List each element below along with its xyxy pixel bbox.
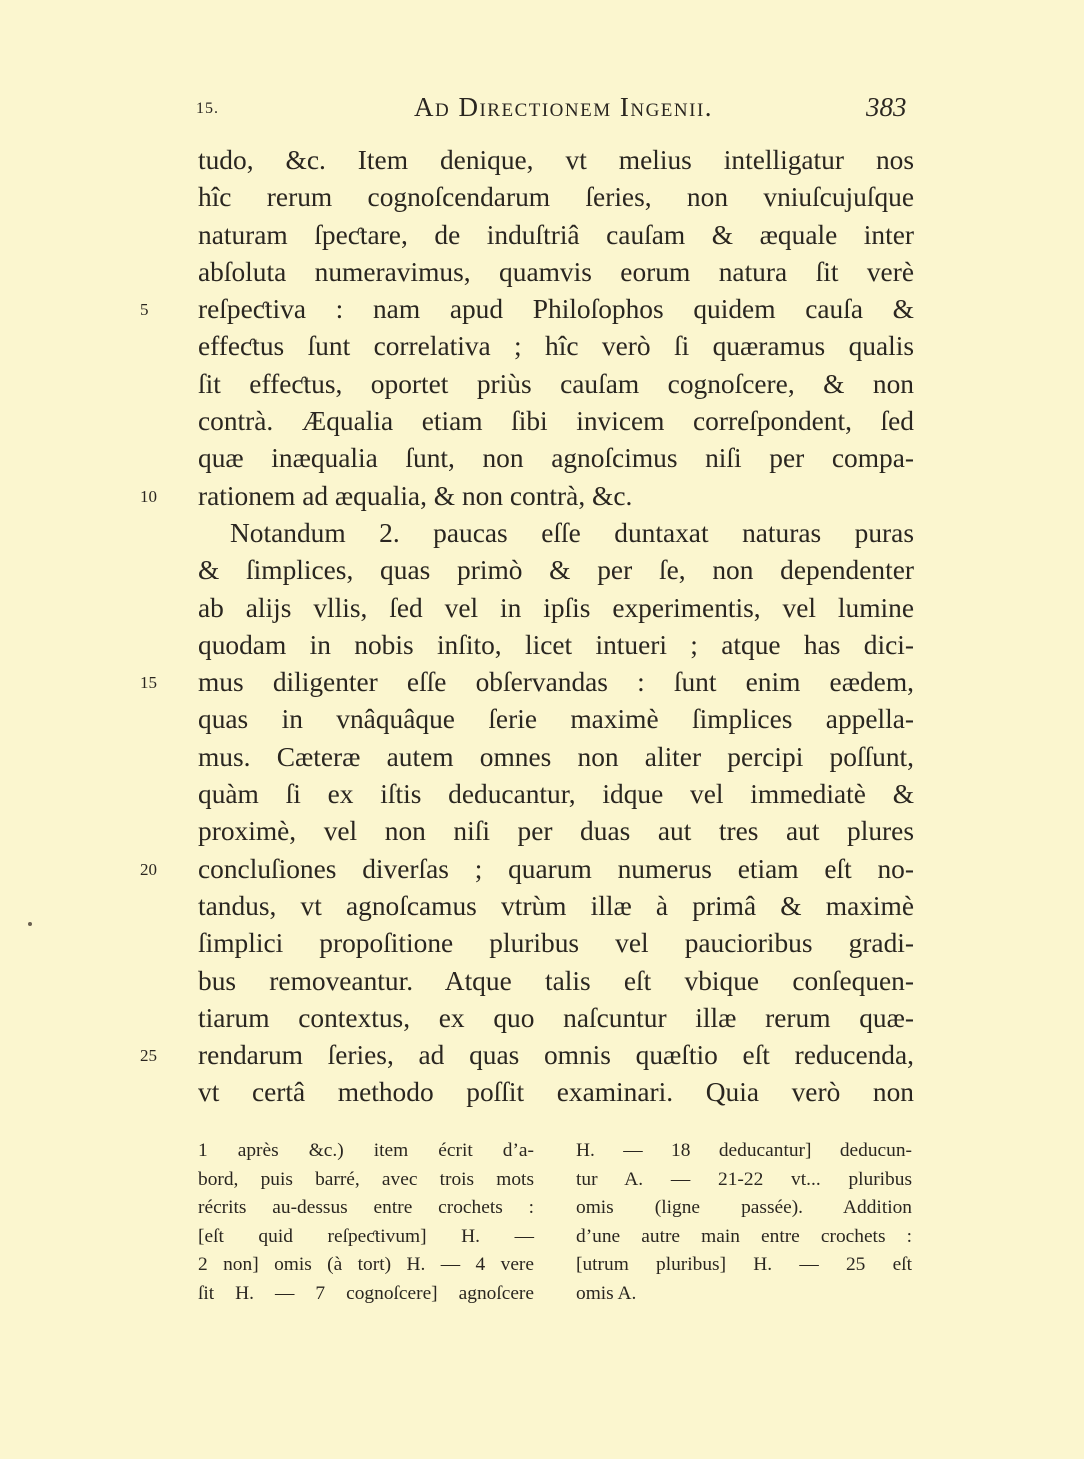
text-line: rationem ad æqualia, & non contrà, &c.: [198, 480, 633, 511]
text-line: quodam in nobis inſito, licet intueri ; atque has dici-: [198, 629, 914, 660]
page-marker: 15.: [196, 100, 219, 117]
text-line: mus diligenter eſſe obſervandas : ſunt enim eædem,: [198, 667, 914, 698]
text-line: Notandum 2. paucas eſſe duntaxat naturas puras: [230, 517, 914, 548]
footnotes-right-column: [576, 1137, 912, 1309]
running-title: Ad Directionem Ingenii.: [414, 92, 714, 122]
line-number: 10: [140, 486, 157, 506]
footnote-line: récrits au-dessus entre crochets :: [198, 1197, 534, 1219]
text-line: hîc rerum cognoſcendarum ſeries, non vniuſcujuſque: [198, 182, 914, 213]
text-line: mus. Cæteræ autem omnes non aliter percipi poſſunt,: [198, 741, 914, 772]
text-line: concluſiones diverſas ; quarum numerus etiam eſt no-: [198, 853, 914, 884]
footnote-line: [utrum pluribus] H. — 25 eſt: [576, 1254, 912, 1276]
footnote-line: omis A.: [576, 1282, 637, 1304]
text-line: reſpeƈtiva : nam apud Philoſophos quidem cauſa &: [198, 294, 914, 325]
text-line: tandus, vt agnoſcamus vtrùm illæ à primâ & maximè: [198, 890, 914, 921]
line-number: 20: [140, 859, 157, 879]
text-line: vt certâ methodo poſſit examinari. Quia verò non: [198, 1077, 914, 1108]
text-line: contrà. Æqualia etiam ſibi invicem correſpondent, ſed: [198, 406, 914, 437]
text-line: proximè, vel non niſi per duas aut tres aut plures: [198, 816, 914, 847]
text-line: quas in vnâquâque ſerie maximè ſimplices appella-: [198, 704, 914, 735]
text-line: tiarum contextus, ex quo naſcuntur illæ rerum quæ-: [198, 1002, 914, 1033]
footnote-line: omis (ligne passée). Addition: [576, 1197, 912, 1219]
line-number: 15: [140, 673, 157, 693]
text-line: quàm ſi ex iſtis deducantur, idque vel immediatè &: [198, 779, 914, 810]
page-number: 383: [866, 92, 907, 122]
footnote-line: 1 après &c.) item écrit d’a-: [198, 1140, 534, 1161]
footnote-line: 2 non] omis (à tort) H. — 4 vere: [198, 1254, 534, 1276]
line-number: 5: [140, 300, 149, 320]
text-line: ſimplici propoſitione pluribus vel paucioribus gradi-: [198, 928, 914, 959]
text-line: abſoluta numeravimus, quamvis eorum natura ſit verè: [198, 256, 914, 287]
footnote-line: tur A. — 21-22 vt... pluribus: [576, 1168, 912, 1190]
text-line: naturam ſpeƈtare, de induſtriâ cauſam & æquale inter: [198, 219, 914, 250]
footnote-line: [eſt quid reſpeƈtivum] H. —: [198, 1225, 534, 1247]
running-header: [0, 92, 1084, 132]
line-number: 25: [140, 1046, 157, 1066]
text-line: rendarum ſeries, ad quas omnis quæſtio eſt reducenda,: [198, 1040, 914, 1071]
text-line: effeƈtus ſunt correlativa ; hîc verò ſi quæramus qualis: [198, 331, 914, 362]
footnote-line: bord, puis barré, avec trois mots: [198, 1168, 534, 1190]
footnotes-left-column: [198, 1137, 534, 1309]
text-line: ſit effeƈtus, oportet priùs cauſam cognoſcere, & non: [198, 368, 914, 399]
text-line: quæ inæqualia ſunt, non agnoſcimus niſi per compa-: [198, 443, 914, 474]
footnote-line: ſit H. — 7 cognoſcere] agnoſcere: [198, 1282, 534, 1304]
text-line: tudo, &c. Item denique, vt melius intelligatur nos: [198, 145, 914, 175]
footnote-line: H. — 18 deducantur] deducun-: [576, 1140, 912, 1161]
main-text: [140, 142, 914, 1112]
footnote-line: d’une autre main entre crochets :: [576, 1225, 912, 1247]
text-line: bus removeantur. Atque talis eſt vbique conſequen-: [198, 965, 914, 996]
paper-speck: [28, 922, 32, 926]
text-line: & ſimplices, quas primò & per ſe, non dependenter: [198, 555, 914, 586]
text-line: ab alijs vllis, ſed vel in ipſis experimentis, vel lumine: [198, 592, 914, 623]
